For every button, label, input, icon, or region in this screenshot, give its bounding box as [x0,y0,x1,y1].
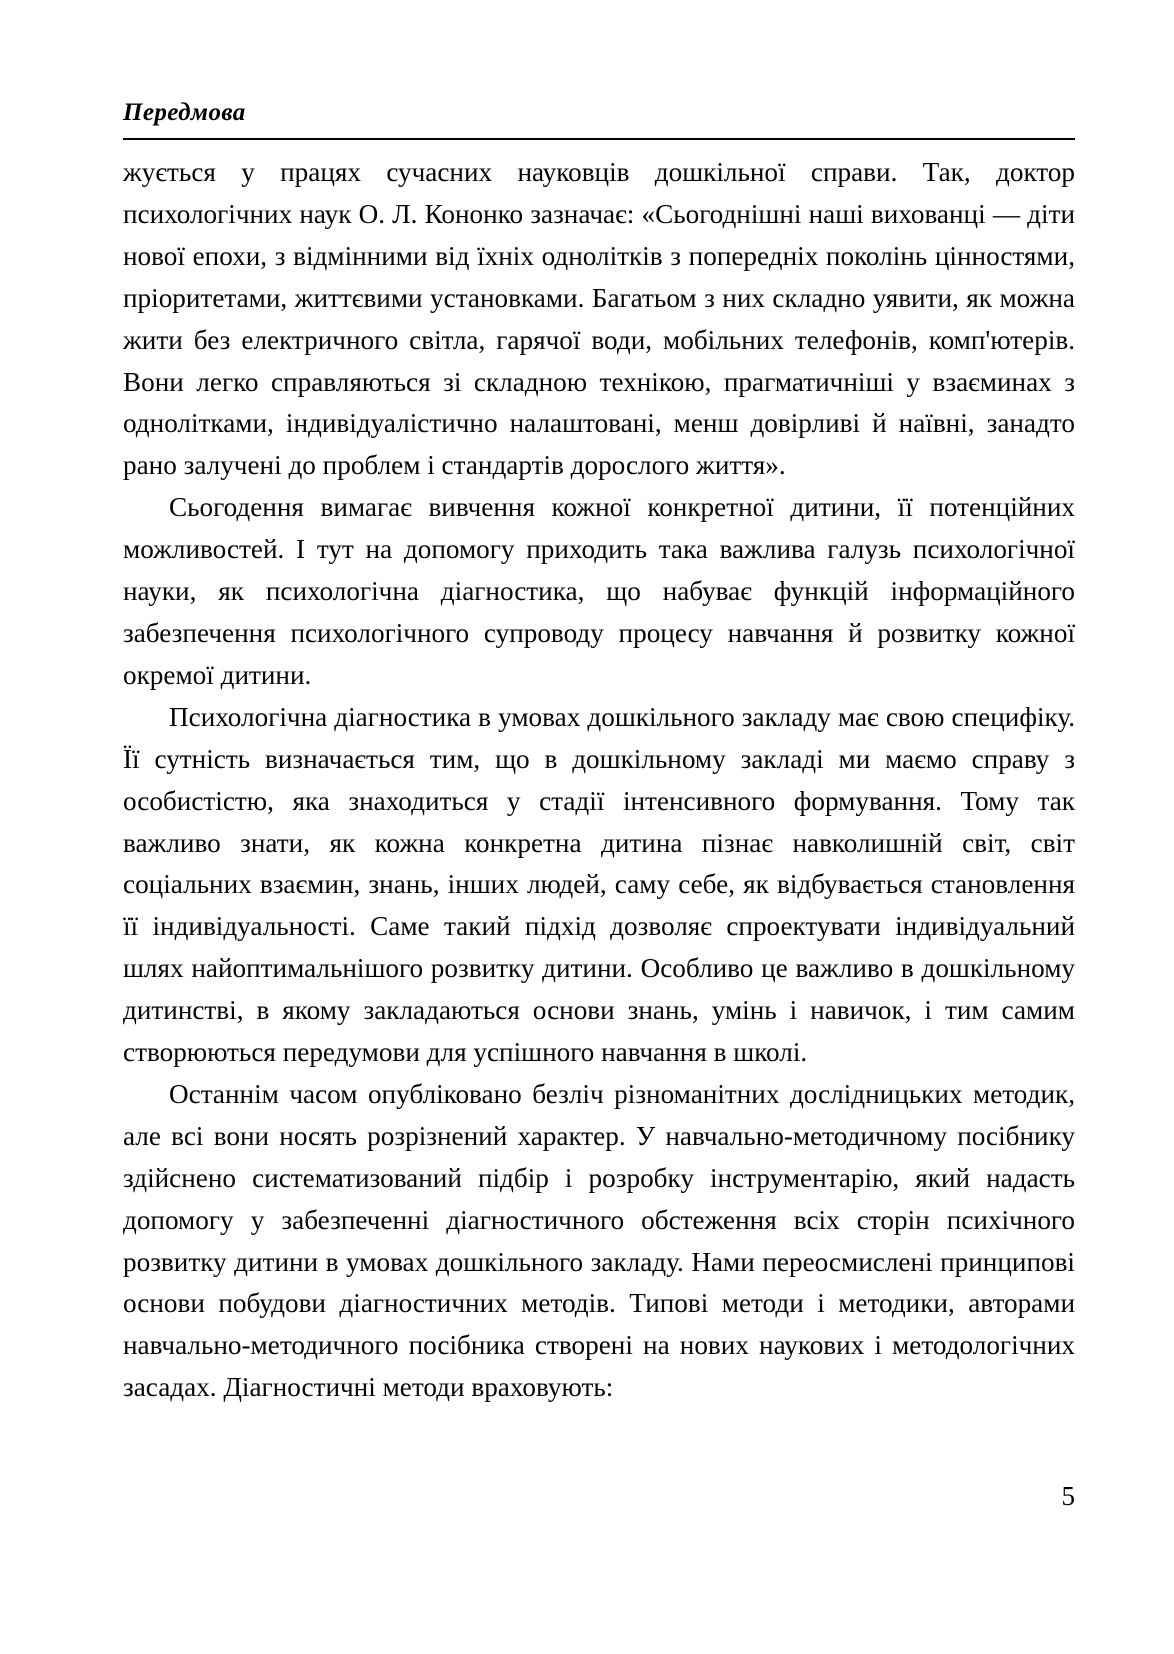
paragraph: жується у працях сучасних науковців дошкільної справи. Так, доктор психологічних наук О. Л. Кононко зазначає: «Сьогоднішні наші вихованці — діти нової епохи, з відмінними від їхніх однолітків з попередніх поколінь цінностями, пріоритетами, життєвими установками. Багатьом з них складно уявити, як можна жити без електричного світла, гарячої води, мобільних телефонів, комп'ютерів. Вони легко справляються зі складною технікою, прагматичніші у взаєминах з однолітками, індивідуалістично налаштовані, менш довірливі й наївні, занадто рано залучені до проблем і стандартів дорослого життя». [123,157,1075,481]
body-text-block [123,152,1075,1409]
paragraph: Сьогодення вимагає вивчення кожної конкретної дитини, її потенційних можливостей. І тут на допомогу приходить така важлива галузь психологічної науки, як психологічна діагностика, що набуває функцій інформаційного забезпечення психологічного супроводу процесу навчання й розвитку кожної окремої дитини. [123,492,1075,690]
header-rule [123,138,1075,140]
paragraph: Останнім часом опубліковано безліч різноманітних дослідницьких методик, але всі вони носять розрізнений характер. У навчально-методичному посібнику здійснено систематизований підбір і розробку інструментарію, який надасть допомогу у забезпеченні діагностичного обстеження всіх сторін психічного розвитку дитини в умовах дошкільного закладу. Нами переосмислені принципові основи побудови діагностичних методів. Типові методи і методики, авторами навчально-методичного посібника створені на нових наукових і методологічних засадах. Діагностичні методи враховують: [123,1078,1075,1403]
page-number: 5 [1061,1481,1075,1511]
running-head: Передмова [123,99,246,126]
paragraph: Психологічна діагностика в умовах дошкільного закладу має свою специфіку. Її сутність визначається тим, що в дошкільному закладі ми маємо справу з особистістю, яка знаходиться у стадії інтенсивного формування. Тому так важливо знати, як кожна конкретна дитина пізнає навколишній світ, світ соціальних взаємин, знань, інших людей, саму себе, як відбувається становлення її індивідуальності. Саме такий підхід дозволяє спроектувати індивідуальний шлях найоптимальнішого розвитку дитини. Особливо це важливо в дошкільному дитинстві, в якому закладаються основи знань, умінь і навичок, і тим самим створюються передумови для успішного навчання в школі. [123,701,1075,1068]
